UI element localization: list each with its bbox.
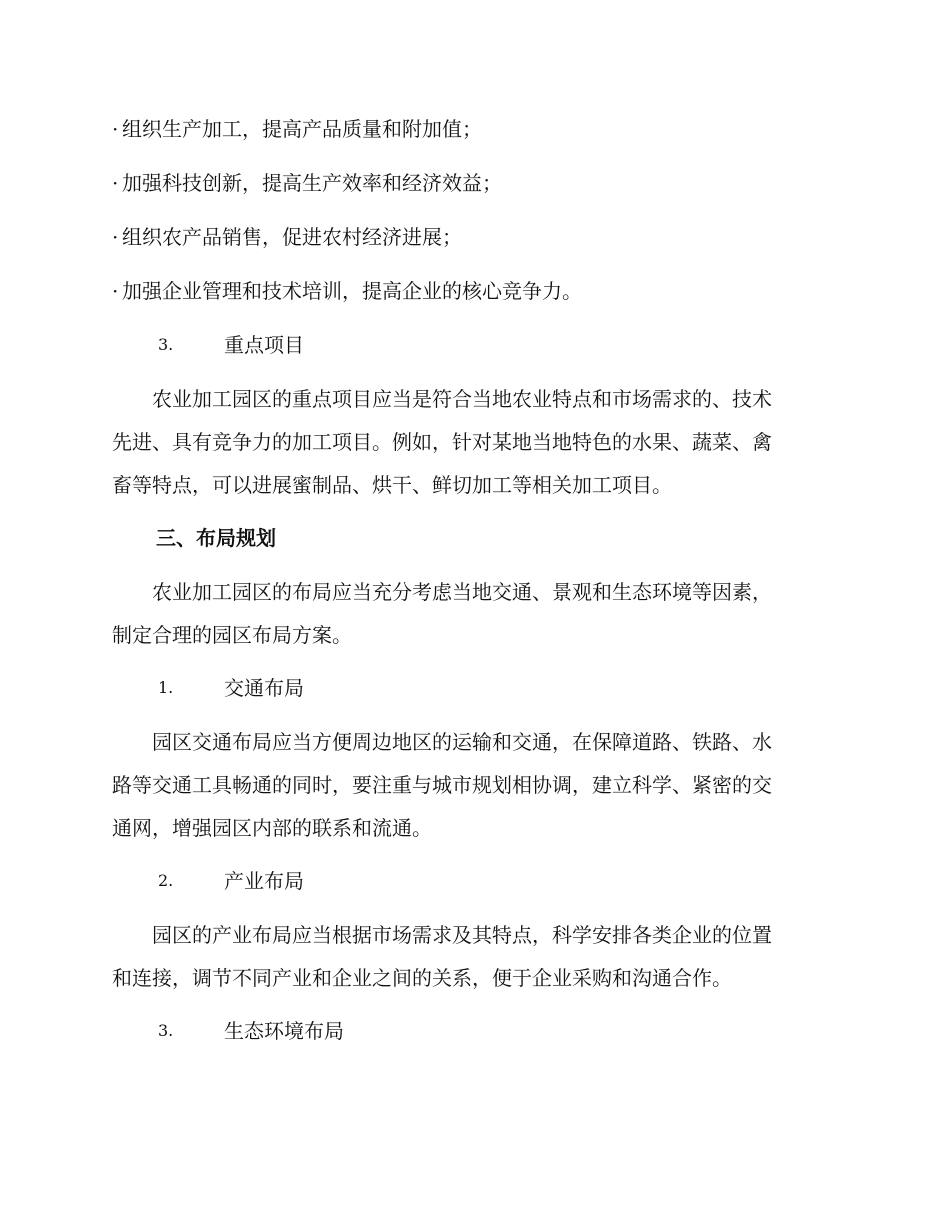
bullet-text: 加强科技创新，提高生产效率和经济效益；	[122, 171, 502, 195]
paragraph-industry	[112, 914, 830, 1000]
heading-number: 1.	[158, 678, 174, 697]
numbered-heading-focus-projects	[112, 324, 830, 366]
paragraph-line: 和连接，调节不同产业和企业之间的关系，便于企业采购和沟通合作。	[112, 966, 732, 990]
paragraph-line: 路等交通工具畅通的同时，要注重与城市规划相协调，建立科学、紧密的交	[112, 773, 772, 797]
bullet-mark: ·	[112, 171, 119, 195]
document-content	[112, 108, 830, 1064]
paragraph-focus-projects	[112, 378, 830, 507]
heading-title: 产业布局	[224, 869, 304, 893]
bullet-item	[112, 162, 830, 204]
numbered-heading-ecology-layout	[112, 1010, 830, 1052]
paragraph-line: 畜等特点，可以进展蜜制品、烘干、鲜切加工等相关加工项目。	[112, 473, 672, 497]
bullet-mark: ·	[112, 225, 119, 249]
bullet-text: 加强企业管理和技术培训，提高企业的核心竞争力。	[122, 279, 582, 303]
bullet-mark: ·	[112, 117, 119, 141]
paragraph-line: 园区的产业布局应当根据市场需求及其特点，科学安排各类企业的位置	[152, 923, 772, 947]
bullet-item	[112, 216, 830, 258]
bullet-text: 组织生产加工，提高产品质量和附加值；	[122, 117, 482, 141]
numbered-heading-industry-layout	[112, 860, 830, 902]
heading-number: 3.	[158, 1021, 174, 1040]
paragraph-line: 农业加工园区的重点项目应当是符合当地农业特点和市场需求的、技术	[152, 387, 772, 411]
heading-title: 重点项目	[224, 333, 304, 357]
heading-number: 3.	[158, 335, 174, 354]
bullet-item	[112, 270, 830, 312]
numbered-heading-traffic-layout	[112, 667, 830, 709]
heading-title: 生态环境布局	[224, 1019, 344, 1043]
bullet-text: 组织农产品销售，促进农村经济进展；	[122, 225, 462, 249]
bullet-mark: ·	[112, 279, 119, 303]
paragraph-line: 制定合理的园区布局方案。	[112, 623, 352, 647]
bullet-item	[112, 108, 830, 150]
heading-title: 交通布局	[224, 676, 304, 700]
paragraph-line: 通网，增强园区内部的联系和流通。	[112, 816, 432, 840]
paragraph-traffic	[112, 721, 830, 850]
paragraph-layout	[112, 571, 830, 657]
paragraph-line: 园区交通布局应当方便周边地区的运输和交通，在保障道路、铁路、水	[152, 730, 772, 754]
heading-number: 2.	[158, 871, 174, 890]
paragraph-line: 农业加工园区的布局应当充分考虑当地交通、景观和生态环境等因素，	[152, 580, 772, 604]
section-heading-layout-planning: 三、布局规划	[156, 526, 276, 550]
paragraph-line: 先进、具有竞争力的加工项目。例如，针对某地当地特色的水果、蔬菜、禽	[112, 430, 772, 454]
